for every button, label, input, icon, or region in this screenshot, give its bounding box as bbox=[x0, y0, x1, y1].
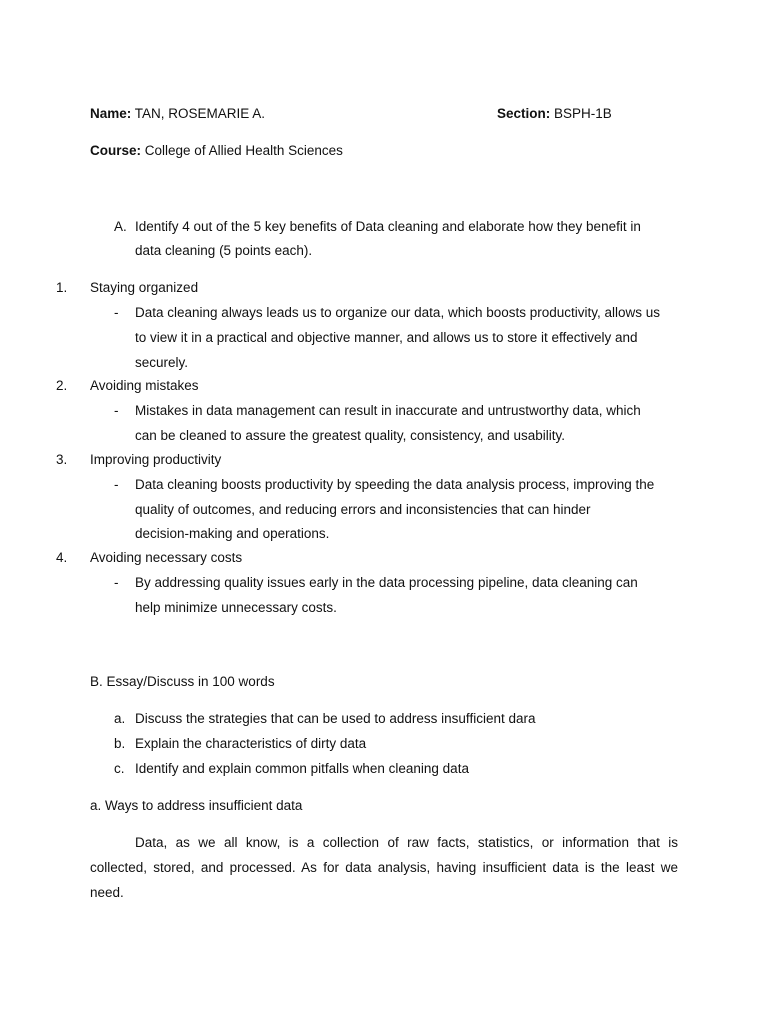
section-value: BSPH-1B bbox=[554, 106, 612, 121]
item-text-line: to view it in a practical and objective manner, and allows us to store it effectively and bbox=[135, 330, 638, 345]
item-bullet: - bbox=[114, 305, 119, 320]
item-text-line: Mistakes in data management can result in inaccurate and untrustworthy data, which bbox=[135, 403, 641, 418]
item-text-line: securely. bbox=[135, 355, 189, 370]
part-b-item-text: Explain the characteristics of dirty data bbox=[135, 736, 367, 751]
item-number: 1. bbox=[56, 280, 68, 295]
paragraph-line: need. bbox=[90, 885, 124, 900]
part-a-prompt-line: Identify 4 out of the 5 key benefits of Data cleaning and elaborate how they benefit in bbox=[135, 219, 641, 234]
item-title: Improving productivity bbox=[90, 452, 222, 467]
section-label: Section: bbox=[497, 106, 551, 121]
item-text-line: By addressing quality issues early in the data processing pipeline, data cleaning can bbox=[135, 575, 638, 590]
part-b-subheading: a. Ways to address insufficient data bbox=[90, 798, 303, 813]
course-label: Course: bbox=[90, 143, 142, 158]
paragraph-line: collected, stored, and processed. As for data analysis, having insufficient data is the least we bbox=[90, 860, 678, 875]
part-b-item-marker: b. bbox=[114, 736, 126, 751]
item-title: Avoiding mistakes bbox=[90, 378, 199, 393]
item-bullet: - bbox=[114, 575, 119, 590]
part-b-item-text: Identify and explain common pitfalls when cleaning data bbox=[135, 761, 469, 776]
part-a-prompt-line: data cleaning (5 points each). bbox=[135, 243, 313, 258]
item-bullet: - bbox=[114, 403, 119, 418]
item-text-line: decision-making and operations. bbox=[135, 526, 330, 541]
paragraph-line: Data, as we all know, is a collection of raw facts, statistics, or information that is bbox=[135, 835, 678, 850]
part-b-item-text: Discuss the strategies that can be used to address insufficient dara bbox=[135, 711, 536, 726]
part-a-marker: A. bbox=[114, 219, 127, 234]
item-text-line: help minimize unnecessary costs. bbox=[135, 600, 337, 615]
name-row bbox=[90, 106, 265, 121]
item-number: 4. bbox=[56, 550, 68, 565]
item-title: Avoiding necessary costs bbox=[90, 550, 243, 565]
part-b-item-marker: a. bbox=[114, 711, 126, 726]
course-row bbox=[90, 143, 343, 158]
item-text-line: quality of outcomes, and reducing errors and inconsistencies that can hinder bbox=[135, 502, 591, 517]
course-value: College of Allied Health Sciences bbox=[144, 143, 343, 158]
item-bullet: - bbox=[114, 477, 119, 492]
item-title: Staying organized bbox=[90, 280, 199, 295]
item-text-line: Data cleaning boosts productivity by speeding the data analysis process, improving the bbox=[135, 477, 655, 492]
part-b-item-marker: c. bbox=[114, 761, 125, 776]
name-value: TAN, ROSEMARIE A. bbox=[134, 106, 266, 121]
part-b-heading: B. Essay/Discuss in 100 words bbox=[90, 674, 275, 689]
name-label: Name: bbox=[90, 106, 132, 121]
item-text-line: Data cleaning always leads us to organize our data, which boosts productivity, allows us bbox=[135, 305, 661, 320]
item-text-line: can be cleaned to assure the greatest quality, consistency, and usability. bbox=[135, 428, 566, 443]
item-number: 2. bbox=[56, 378, 68, 393]
section-row bbox=[497, 106, 612, 121]
item-number: 3. bbox=[56, 452, 68, 467]
